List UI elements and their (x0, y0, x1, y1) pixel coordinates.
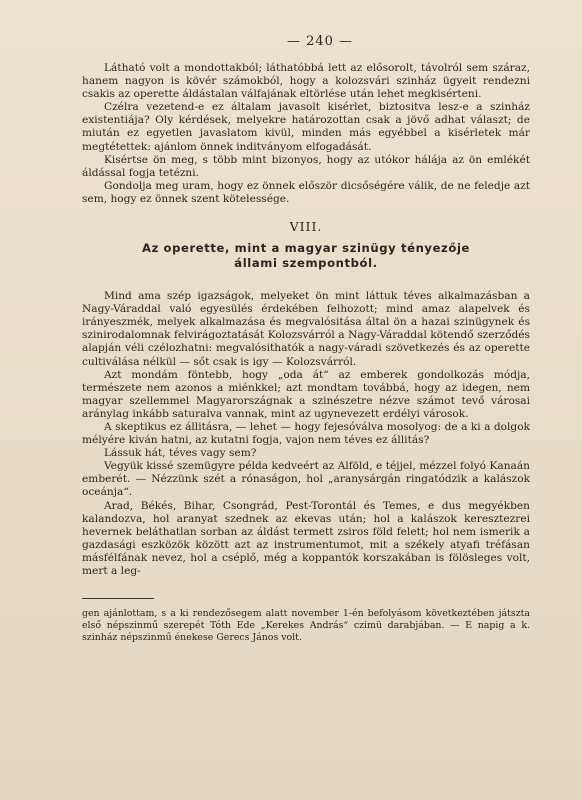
chapter-number: VIII. (289, 219, 323, 235)
paragraph: Látható volt a mondottakból; láthatóbbá lett az elősorolt, távolról sem száraz, hanem nagyon is kövér számokból, hogy a kolozsvári szinház ügyeit rendezni csakis az operette áldástalan válfajának eltörlése után lehet megkisérteni. (82, 62, 530, 101)
body-text-bottom (82, 290, 530, 578)
paragraph: A skeptikus ez állitásra, — lehet — hogy fejesóválva mosolyog: de a ki a dolgok mélyére kiván hatni, az kutatni fogja, vajon nem téves ez állitás? (82, 420, 530, 447)
page-number: — 240 — (286, 34, 354, 49)
paragraph: Vegyük kissé szemügyre példa kedveért az Alföld, e téjjel, mézzel folyó Kanaán emberét. — Nézzünk szét a rónaságon, hol „aranysárgán ringatódzik a kalászok oceánja“. (82, 460, 530, 499)
footnotes (82, 608, 530, 644)
paragraph: Azt mondám föntebb, hogy „oda át“ az emberek gondolkozás módja, természete nem azonos a miénkkel; azt mondtam továbbá, hogy az idegen, nem magyar szellemmel Magyarországnak a szinészetre nézve számot tevő városai aránylag inkább saturalva vannak, mint az ugynevezett erdélyi városok. (82, 368, 530, 420)
chapter-title (82, 241, 530, 271)
paragraph: Gondolja meg uram, hogy ez önnek először dicsőségére válik, de ne feledje azt sem, hogy ez önnek szent kötelessége. (82, 179, 530, 205)
footnote-divider (82, 598, 154, 599)
paragraph: Lássuk hát, téves vagy sem? (104, 447, 257, 460)
paragraph: Czélra vezetend-e ez általam javasolt kisérlet, biztositva lesz-e a szinház existentiája? Oly kérdések, melyekre határozottan csak a jövő adhat választ; de miután ez egyetlen javaslatom kivül, minden más egyébbel a kisérletek már megtétettek: ajánlom önnek inditványom elfogadását. (82, 101, 530, 153)
paragraph: Mind ama szép igazságok, melyeket ön mint láttuk téves alkalmazásban a Nagy-Váraddal való egyesülés érdekében felhozott; mind amaz alapelvek és irányeszmék, melyek alkalmazása és megvalósitása által ön a hazai szinügynek és szinirodalomnak felvirágoztatását Kolozsvárról a Nagy-Váraddal kötendő szerződés alapján véli czélozhatni: megvalósithatók a nagy-váradi szövetkezés és az operette cultiválása nélkül — sőt csak is igy — Kolozsvárról. (82, 290, 530, 368)
footnote: gen ajánlottam, s a ki rendezősegem alatt november 1-én befolyásom következtében játszta első népszinmű szerepét Tóth Ede „Kerekes András“ czimü darabjában. — E napig a k. szinház népszinmű énekese Gerecs János volt. (82, 608, 530, 644)
body-text-top (82, 62, 530, 206)
chapter-title-line: Az operette, mint a magyar szinügy tényezője (142, 241, 470, 256)
paragraph: Arad, Békés, Bihar, Csongrád, Pest-Torontál és Temes, e dus megyékben kalandozva, hol aranyat szednek az ekevas után; hol a kalászok keresztezrei hevernek beláthatlan sorban az áldást termett zsiros föld felett; hol nem ismerik a gazdasági eszközök között azt az instrumentumot, mit a székely atyafi tréfásan másfélfának nevez, hol a cséplő, még a koppantók korszakában is fölösleges volt, mert a leg- (82, 499, 530, 577)
paragraph: Kisértse ön meg, s több mint bizonyos, hogy az utókor hálája az ön emlékét áldással fogja tetézni. (82, 153, 530, 179)
chapter-title-line: állami szempontból. (234, 256, 378, 271)
